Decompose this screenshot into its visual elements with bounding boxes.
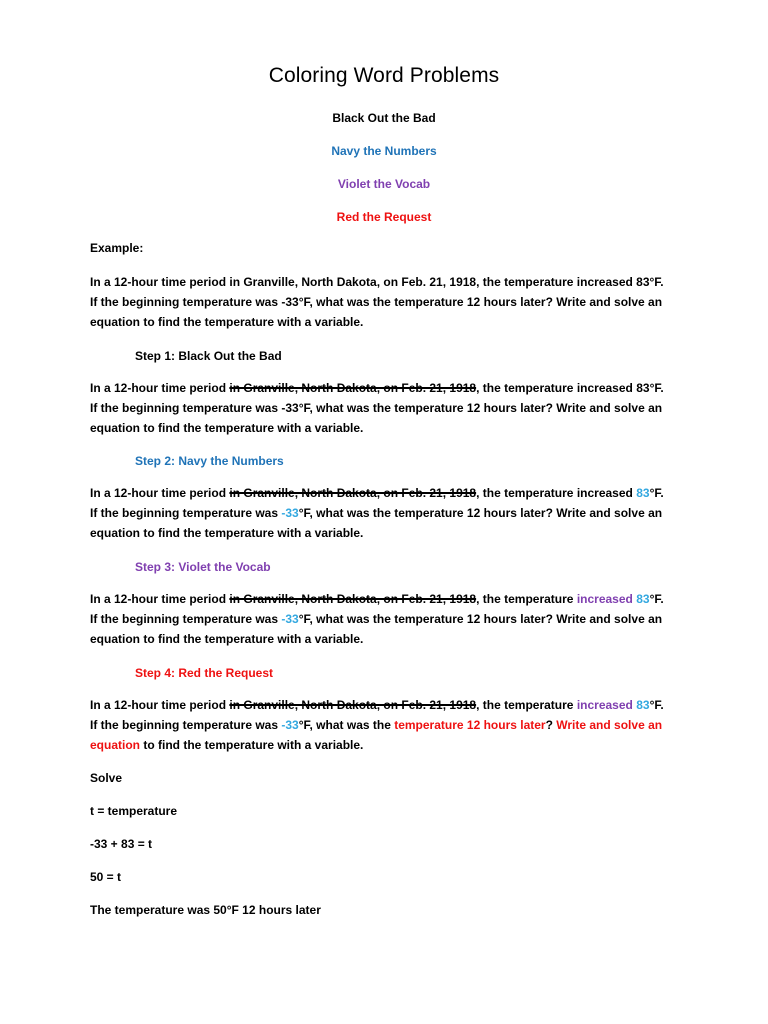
text-span: to find the temperature with a variable. [140,632,364,646]
text-span: If the beginning temperature was [90,612,282,626]
problem-step-2 [90,483,690,543]
text-span: , the temperature [476,592,577,606]
problem-original-line-3: equation to find the temperature with a variable. [90,315,364,329]
text-span: -33 [281,401,299,415]
struck-irrelevant-info: in Granville, North Dakota, on Feb. 21, 1918 [229,381,477,395]
step-4-heading: Step 4: Red the Request [135,666,274,680]
text-span: In a 12-hour time period [90,381,230,395]
text-span: 83 [636,381,650,395]
text-span: , the temperature [476,698,577,712]
text-span: temperature 12 hours later [394,612,546,626]
text-span: °F. [649,381,664,395]
problem-step-3 [90,589,690,649]
problem-step-3-line-2 [90,609,690,629]
text-span: °F, what was the [298,506,395,520]
text-span: ? [545,506,557,520]
step-1-heading: Step 1: Black Out the Bad [135,349,282,363]
struck-irrelevant-info: in Granville, North Dakota, on Feb. 21, 1918 [229,698,477,712]
text-span: increased [576,486,633,500]
step-3-heading: Step 3: Violet the Vocab [135,560,271,574]
text-span: °F. [649,486,664,500]
solve-result: 50 = t [90,870,122,884]
highlighted-number: 83 [636,486,650,500]
highlighted-number: 83 [636,698,650,712]
problem-step-1-line-1 [90,378,690,398]
step-2-heading: Step 2: Navy the Numbers [135,454,284,468]
problem-step-3-line-3 [90,629,690,649]
highlighted-request: Write and solve an [556,718,663,732]
rule-black: Black Out the Bad [332,111,436,125]
text-span: °F, what was the [298,612,395,626]
example-label: Example: [90,241,144,255]
solve-answer: The temperature was 50°F 12 hours later [90,903,321,917]
problem-step-2-line-2 [90,503,690,523]
text-span: In a 12-hour time period [90,592,230,606]
problem-step-2-line-1 [90,483,690,503]
text-span: increased [576,381,633,395]
text-span: ? [545,718,557,732]
text-span: to find the temperature with a variable. [140,738,364,752]
text-span: equation [90,632,140,646]
text-span: temperature 12 hours later [394,401,546,415]
text-span: , the temperature [476,381,577,395]
text-span: °F, what was the [298,401,395,415]
text-span: equation [90,421,140,435]
problem-step-2-line-3 [90,523,690,543]
problem-step-1-line-2 [90,398,690,418]
text-span: equation [90,526,140,540]
problem-step-4 [90,695,690,755]
text-span: ? [545,612,557,626]
text-span: °F, what was the [298,718,395,732]
struck-irrelevant-info: in Granville, North Dakota, on Feb. 21, 1918 [229,486,477,500]
text-span: If the beginning temperature was [90,401,282,415]
text-span: Write and solve an [556,612,663,626]
problem-step-1-line-3 [90,418,690,438]
page-title: Coloring Word Problems [268,64,500,87]
problem-step-1 [90,378,690,438]
text-span: If the beginning temperature was [90,506,282,520]
solve-label: Solve [90,771,123,785]
problem-step-3-line-1 [90,589,690,609]
text-span: , the temperature [476,486,577,500]
text-span: temperature 12 hours later [394,506,546,520]
highlighted-vocab: increased [576,698,633,712]
text-span: Write and solve an [556,401,663,415]
text-span: Write and solve an [556,506,663,520]
problem-original-line-2: If the beginning temperature was -33°F, what was the temperature 12 hours later? Write and solve an [90,295,663,309]
rule-violet: Violet the Vocab [337,177,431,191]
text-span: ? [545,401,557,415]
problem-step-4-line-2 [90,715,690,735]
highlighted-number: -33 [281,506,299,520]
highlighted-vocab: increased [576,592,633,606]
text-span: °F. [649,592,664,606]
solve-variable: t = temperature [90,804,178,818]
highlighted-number: -33 [281,612,299,626]
text-span: If the beginning temperature was [90,718,282,732]
highlighted-request: equation [90,738,140,752]
highlighted-request: temperature 12 hours later [394,718,546,732]
rule-navy: Navy the Numbers [331,144,437,158]
solve-equation: -33 + 83 = t [90,837,153,851]
text-span: °F. [649,698,664,712]
text-span: to find the temperature with a variable. [140,421,364,435]
problem-original [90,272,690,332]
problem-step-4-line-1 [90,695,690,715]
highlighted-number: 83 [636,592,650,606]
text-span: to find the temperature with a variable. [140,526,364,540]
problem-step-4-line-3 [90,735,690,755]
highlighted-number: -33 [281,718,299,732]
rule-red: Red the Request [336,210,432,224]
problem-original-line-1: In a 12-hour time period in Granville, North Dakota, on Feb. 21, 1918, the temperature increased 83°F. [90,275,664,289]
struck-irrelevant-info: in Granville, North Dakota, on Feb. 21, 1918 [229,592,477,606]
text-span: In a 12-hour time period [90,486,230,500]
text-span: In a 12-hour time period [90,698,230,712]
